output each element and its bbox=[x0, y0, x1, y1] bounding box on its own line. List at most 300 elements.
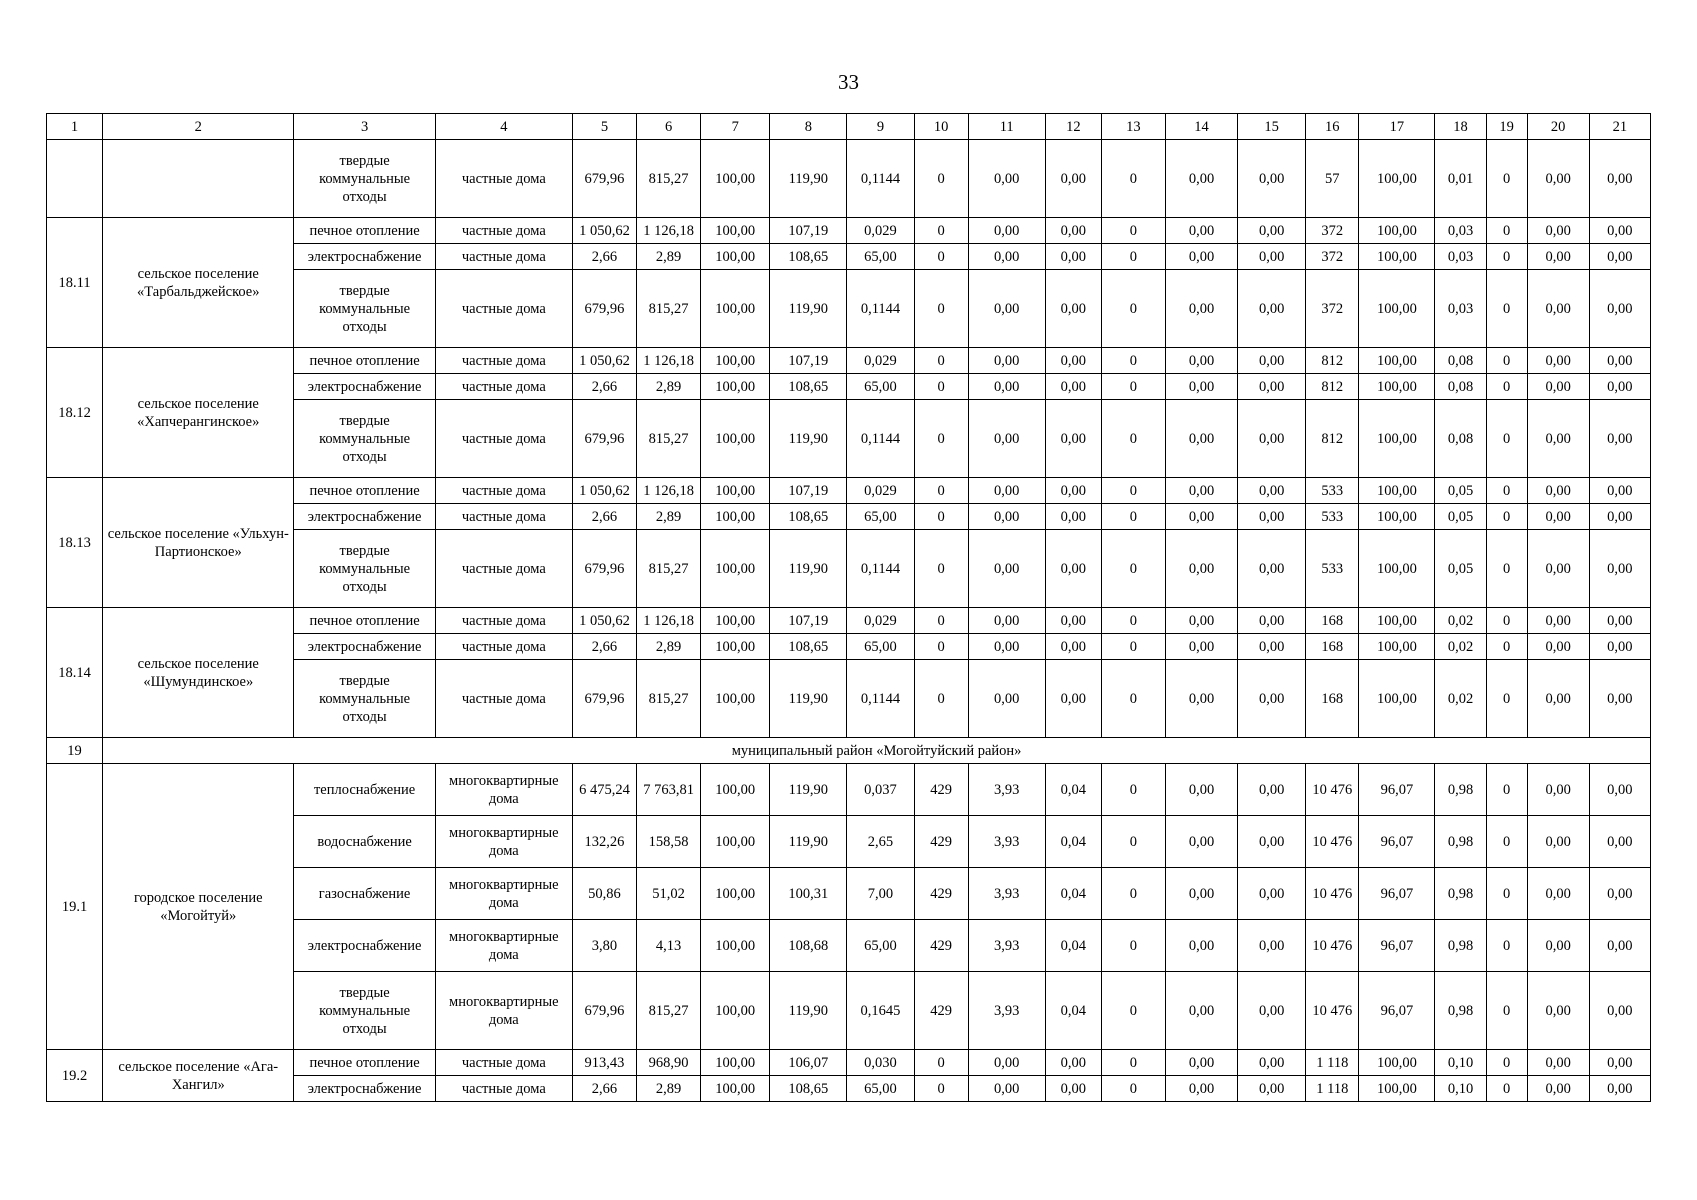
value-cell: 0,00 bbox=[968, 244, 1045, 270]
value-cell: 0 bbox=[914, 530, 968, 608]
value-cell: 533 bbox=[1306, 478, 1359, 504]
value-cell: 10 476 bbox=[1306, 764, 1359, 816]
value-cell: 100,00 bbox=[701, 1076, 770, 1102]
value-cell: 0,00 bbox=[1527, 764, 1589, 816]
value-cell: 168 bbox=[1306, 660, 1359, 738]
value-cell: 3,93 bbox=[968, 816, 1045, 868]
service-cell: твердые коммунальные отходы bbox=[294, 660, 435, 738]
value-cell: 0 bbox=[1101, 270, 1165, 348]
value-cell: 108,65 bbox=[770, 1076, 847, 1102]
value-cell: 0 bbox=[914, 244, 968, 270]
value-cell: 0,00 bbox=[1238, 1076, 1306, 1102]
value-cell: 100,00 bbox=[1359, 634, 1435, 660]
value-cell: 0,1144 bbox=[847, 270, 914, 348]
column-header: 21 bbox=[1589, 114, 1650, 140]
value-cell: 0,00 bbox=[1165, 972, 1237, 1050]
value-cell: 0 bbox=[914, 608, 968, 634]
value-cell: 2,66 bbox=[572, 244, 636, 270]
value-cell: 3,93 bbox=[968, 920, 1045, 972]
value-cell: 0,1144 bbox=[847, 140, 914, 218]
value-cell: 0,00 bbox=[1045, 1050, 1101, 1076]
value-cell: 100,00 bbox=[701, 244, 770, 270]
value-cell: 0,00 bbox=[1238, 270, 1306, 348]
value-cell: 0 bbox=[1101, 244, 1165, 270]
value-cell: 0,00 bbox=[1527, 348, 1589, 374]
value-cell: 100,00 bbox=[701, 920, 770, 972]
value-cell: 0 bbox=[1101, 1050, 1165, 1076]
value-cell: 3,93 bbox=[968, 764, 1045, 816]
value-cell: 10 476 bbox=[1306, 868, 1359, 920]
value-cell: 0 bbox=[1101, 920, 1165, 972]
value-cell: 119,90 bbox=[770, 530, 847, 608]
value-cell: 0,1144 bbox=[847, 400, 914, 478]
value-cell: 0,00 bbox=[1589, 634, 1650, 660]
table-row bbox=[47, 478, 1651, 504]
value-cell: 815,27 bbox=[637, 972, 701, 1050]
value-cell: 533 bbox=[1306, 530, 1359, 608]
value-cell: 0,1144 bbox=[847, 660, 914, 738]
value-cell: 108,65 bbox=[770, 244, 847, 270]
value-cell: 0,00 bbox=[1589, 478, 1650, 504]
value-cell: 0,05 bbox=[1435, 504, 1486, 530]
column-header: 12 bbox=[1045, 114, 1101, 140]
value-cell: 65,00 bbox=[847, 504, 914, 530]
row-id-cell: 19.1 bbox=[47, 764, 103, 1050]
value-cell: 96,07 bbox=[1359, 816, 1435, 868]
value-cell: 100,00 bbox=[1359, 244, 1435, 270]
value-cell: 3,80 bbox=[572, 920, 636, 972]
column-header: 9 bbox=[847, 114, 914, 140]
value-cell: 815,27 bbox=[637, 660, 701, 738]
value-cell: 100,00 bbox=[701, 1050, 770, 1076]
column-header: 4 bbox=[435, 114, 572, 140]
value-cell: 0,04 bbox=[1045, 868, 1101, 920]
value-cell: 0 bbox=[1101, 764, 1165, 816]
service-cell: электроснабжение bbox=[294, 374, 435, 400]
housing-type-cell: многоквартирные дома bbox=[435, 764, 572, 816]
value-cell: 0,00 bbox=[1527, 660, 1589, 738]
value-cell: 0,02 bbox=[1435, 608, 1486, 634]
value-cell: 0,10 bbox=[1435, 1076, 1486, 1102]
value-cell: 0,00 bbox=[1238, 478, 1306, 504]
value-cell: 0,00 bbox=[1527, 374, 1589, 400]
row-id-cell bbox=[47, 140, 103, 218]
value-cell: 429 bbox=[914, 816, 968, 868]
section-title: муниципальный район «Могойтуйский район» bbox=[103, 738, 1651, 764]
value-cell: 0,98 bbox=[1435, 972, 1486, 1050]
table-body bbox=[47, 114, 1651, 1102]
value-cell: 0,03 bbox=[1435, 244, 1486, 270]
value-cell: 119,90 bbox=[770, 400, 847, 478]
value-cell: 100,00 bbox=[1359, 1076, 1435, 1102]
value-cell: 0,00 bbox=[968, 504, 1045, 530]
value-cell: 108,65 bbox=[770, 374, 847, 400]
value-cell: 0,00 bbox=[1527, 972, 1589, 1050]
value-cell: 429 bbox=[914, 868, 968, 920]
value-cell: 0,00 bbox=[1165, 374, 1237, 400]
service-cell: твердые коммунальные отходы bbox=[294, 972, 435, 1050]
value-cell: 0,00 bbox=[1589, 764, 1650, 816]
value-cell: 168 bbox=[1306, 608, 1359, 634]
housing-type-cell: частные дома bbox=[435, 530, 572, 608]
value-cell: 100,00 bbox=[1359, 1050, 1435, 1076]
page-number: 33 bbox=[838, 70, 859, 94]
value-cell: 0,00 bbox=[1238, 816, 1306, 868]
housing-type-cell: многоквартирные дома bbox=[435, 816, 572, 868]
value-cell: 0 bbox=[914, 270, 968, 348]
value-cell: 0,00 bbox=[1165, 608, 1237, 634]
value-cell: 106,07 bbox=[770, 1050, 847, 1076]
value-cell: 0,030 bbox=[847, 1050, 914, 1076]
value-cell: 0,00 bbox=[1165, 1076, 1237, 1102]
value-cell: 815,27 bbox=[637, 140, 701, 218]
value-cell: 0,00 bbox=[1527, 868, 1589, 920]
value-cell: 913,43 bbox=[572, 1050, 636, 1076]
value-cell: 0 bbox=[1486, 660, 1527, 738]
service-cell: электроснабжение bbox=[294, 504, 435, 530]
value-cell: 0,00 bbox=[1045, 270, 1101, 348]
value-cell: 0,00 bbox=[1238, 504, 1306, 530]
value-cell: 0,00 bbox=[1589, 140, 1650, 218]
column-header: 2 bbox=[103, 114, 294, 140]
value-cell: 100,00 bbox=[701, 868, 770, 920]
column-header: 19 bbox=[1486, 114, 1527, 140]
value-cell: 0,00 bbox=[1165, 530, 1237, 608]
table-row bbox=[47, 140, 1651, 218]
value-cell: 815,27 bbox=[637, 400, 701, 478]
value-cell: 0,08 bbox=[1435, 374, 1486, 400]
value-cell: 2,89 bbox=[637, 244, 701, 270]
housing-type-cell: частные дома bbox=[435, 634, 572, 660]
value-cell: 0,05 bbox=[1435, 478, 1486, 504]
housing-type-cell: многоквартирные дома bbox=[435, 972, 572, 1050]
settlement-name-cell: городское поселение «Могойтуй» bbox=[103, 764, 294, 1050]
value-cell: 0,00 bbox=[1527, 140, 1589, 218]
value-cell: 100,00 bbox=[701, 816, 770, 868]
value-cell: 0 bbox=[914, 218, 968, 244]
value-cell: 0,00 bbox=[1527, 504, 1589, 530]
value-cell: 0,00 bbox=[1165, 270, 1237, 348]
value-cell: 0,04 bbox=[1045, 816, 1101, 868]
value-cell: 0,00 bbox=[1589, 816, 1650, 868]
table-row bbox=[47, 608, 1651, 634]
column-header: 7 bbox=[701, 114, 770, 140]
row-id-cell: 18.13 bbox=[47, 478, 103, 608]
value-cell: 1 118 bbox=[1306, 1050, 1359, 1076]
service-cell: твердые коммунальные отходы bbox=[294, 400, 435, 478]
value-cell: 2,89 bbox=[637, 504, 701, 530]
value-cell: 0,00 bbox=[1165, 140, 1237, 218]
value-cell: 0 bbox=[1101, 400, 1165, 478]
housing-type-cell: частные дома bbox=[435, 140, 572, 218]
value-cell: 679,96 bbox=[572, 400, 636, 478]
section-number: 19 bbox=[47, 738, 103, 764]
value-cell: 0,00 bbox=[1527, 816, 1589, 868]
value-cell: 100,00 bbox=[1359, 374, 1435, 400]
value-cell: 0 bbox=[1486, 868, 1527, 920]
value-cell: 0,029 bbox=[847, 478, 914, 504]
value-cell: 0,00 bbox=[1165, 764, 1237, 816]
value-cell: 0,03 bbox=[1435, 218, 1486, 244]
value-cell: 0,00 bbox=[1165, 218, 1237, 244]
value-cell: 0 bbox=[1101, 972, 1165, 1050]
value-cell: 0,00 bbox=[1165, 660, 1237, 738]
value-cell: 100,00 bbox=[701, 374, 770, 400]
value-cell: 100,00 bbox=[701, 504, 770, 530]
value-cell: 10 476 bbox=[1306, 920, 1359, 972]
settlement-name-cell: сельское поселение «Хапчерангинское» bbox=[103, 348, 294, 478]
service-cell: электроснабжение bbox=[294, 1076, 435, 1102]
value-cell: 0,98 bbox=[1435, 920, 1486, 972]
value-cell: 0,00 bbox=[1589, 1050, 1650, 1076]
value-cell: 0,02 bbox=[1435, 634, 1486, 660]
value-cell: 0,05 bbox=[1435, 530, 1486, 608]
value-cell: 2,89 bbox=[637, 374, 701, 400]
value-cell: 132,26 bbox=[572, 816, 636, 868]
value-cell: 0,00 bbox=[1165, 920, 1237, 972]
value-cell: 679,96 bbox=[572, 972, 636, 1050]
value-cell: 0,1645 bbox=[847, 972, 914, 1050]
value-cell: 0 bbox=[1486, 530, 1527, 608]
value-cell: 0 bbox=[1486, 374, 1527, 400]
value-cell: 815,27 bbox=[637, 270, 701, 348]
value-cell: 0,00 bbox=[1165, 400, 1237, 478]
column-header: 11 bbox=[968, 114, 1045, 140]
value-cell: 679,96 bbox=[572, 140, 636, 218]
value-cell: 100,00 bbox=[701, 530, 770, 608]
value-cell: 51,02 bbox=[637, 868, 701, 920]
value-cell: 0,00 bbox=[968, 660, 1045, 738]
value-cell: 3,93 bbox=[968, 972, 1045, 1050]
value-cell: 100,00 bbox=[701, 348, 770, 374]
value-cell: 0 bbox=[1101, 374, 1165, 400]
value-cell: 0 bbox=[1486, 270, 1527, 348]
value-cell: 372 bbox=[1306, 244, 1359, 270]
housing-type-cell: частные дома bbox=[435, 218, 572, 244]
value-cell: 0,00 bbox=[1527, 1050, 1589, 1076]
value-cell: 0,10 bbox=[1435, 1050, 1486, 1076]
section-row bbox=[47, 738, 1651, 764]
value-cell: 0,04 bbox=[1045, 920, 1101, 972]
value-cell: 0,00 bbox=[1045, 504, 1101, 530]
value-cell: 679,96 bbox=[572, 660, 636, 738]
value-cell: 0 bbox=[1486, 348, 1527, 374]
value-cell: 0,00 bbox=[1045, 608, 1101, 634]
value-cell: 0,00 bbox=[1238, 868, 1306, 920]
value-cell: 0 bbox=[1486, 634, 1527, 660]
value-cell: 50,86 bbox=[572, 868, 636, 920]
value-cell: 96,07 bbox=[1359, 868, 1435, 920]
value-cell: 107,19 bbox=[770, 608, 847, 634]
settlement-name-cell: сельское поселение «Ага-Хангил» bbox=[103, 1050, 294, 1102]
value-cell: 4,13 bbox=[637, 920, 701, 972]
value-cell: 6 475,24 bbox=[572, 764, 636, 816]
value-cell: 0 bbox=[1486, 1050, 1527, 1076]
value-cell: 100,00 bbox=[701, 608, 770, 634]
value-cell: 0 bbox=[914, 634, 968, 660]
value-cell: 2,89 bbox=[637, 634, 701, 660]
value-cell: 0,08 bbox=[1435, 400, 1486, 478]
column-header: 16 bbox=[1306, 114, 1359, 140]
value-cell: 100,00 bbox=[701, 478, 770, 504]
settlement-name-cell: сельское поселение «Тарбальджейское» bbox=[103, 218, 294, 348]
value-cell: 2,66 bbox=[572, 374, 636, 400]
housing-type-cell: частные дома bbox=[435, 660, 572, 738]
value-cell: 0 bbox=[1101, 478, 1165, 504]
value-cell: 100,00 bbox=[1359, 400, 1435, 478]
row-id-cell: 19.2 bbox=[47, 1050, 103, 1102]
value-cell: 0 bbox=[914, 140, 968, 218]
value-cell: 0 bbox=[1101, 660, 1165, 738]
value-cell: 0,00 bbox=[1238, 608, 1306, 634]
value-cell: 0 bbox=[1101, 634, 1165, 660]
value-cell: 815,27 bbox=[637, 530, 701, 608]
value-cell: 0,00 bbox=[1527, 1076, 1589, 1102]
settlement-name-cell: сельское поселение «Ульхун-Партионское» bbox=[103, 478, 294, 608]
value-cell: 0 bbox=[1486, 478, 1527, 504]
value-cell: 0,037 bbox=[847, 764, 914, 816]
value-cell: 0,00 bbox=[1045, 660, 1101, 738]
value-cell: 100,00 bbox=[701, 218, 770, 244]
value-cell: 0,00 bbox=[1238, 218, 1306, 244]
value-cell: 96,07 bbox=[1359, 920, 1435, 972]
value-cell: 0,00 bbox=[1045, 374, 1101, 400]
value-cell: 0,00 bbox=[1527, 244, 1589, 270]
value-cell: 0,029 bbox=[847, 218, 914, 244]
value-cell: 0 bbox=[914, 348, 968, 374]
value-cell: 65,00 bbox=[847, 1076, 914, 1102]
value-cell: 0,00 bbox=[1589, 400, 1650, 478]
column-header: 6 bbox=[637, 114, 701, 140]
value-cell: 1 126,18 bbox=[637, 348, 701, 374]
value-cell: 679,96 bbox=[572, 530, 636, 608]
column-header: 20 bbox=[1527, 114, 1589, 140]
service-cell: теплоснабжение bbox=[294, 764, 435, 816]
value-cell: 0,00 bbox=[1527, 218, 1589, 244]
housing-type-cell: многоквартирные дома bbox=[435, 868, 572, 920]
value-cell: 679,96 bbox=[572, 270, 636, 348]
value-cell: 0,98 bbox=[1435, 868, 1486, 920]
value-cell: 7,00 bbox=[847, 868, 914, 920]
value-cell: 0,00 bbox=[1045, 478, 1101, 504]
value-cell: 0,00 bbox=[1589, 660, 1650, 738]
value-cell: 0,00 bbox=[1589, 972, 1650, 1050]
value-cell: 0,00 bbox=[1589, 218, 1650, 244]
table-row bbox=[47, 1050, 1651, 1076]
service-cell: электроснабжение bbox=[294, 634, 435, 660]
value-cell: 0 bbox=[1101, 348, 1165, 374]
value-cell: 0,00 bbox=[968, 530, 1045, 608]
value-cell: 0,00 bbox=[1045, 140, 1101, 218]
value-cell: 0,00 bbox=[1589, 530, 1650, 608]
value-cell: 0,00 bbox=[968, 608, 1045, 634]
value-cell: 119,90 bbox=[770, 972, 847, 1050]
value-cell: 1 126,18 bbox=[637, 218, 701, 244]
value-cell: 0 bbox=[914, 400, 968, 478]
value-cell: 0,00 bbox=[968, 348, 1045, 374]
value-cell: 0,00 bbox=[1238, 634, 1306, 660]
value-cell: 0,00 bbox=[1238, 400, 1306, 478]
value-cell: 0,00 bbox=[968, 270, 1045, 348]
value-cell: 0 bbox=[914, 1050, 968, 1076]
value-cell: 0,00 bbox=[1238, 920, 1306, 972]
housing-type-cell: многоквартирные дома bbox=[435, 920, 572, 972]
settlement-name-cell bbox=[103, 140, 294, 218]
value-cell: 0,01 bbox=[1435, 140, 1486, 218]
value-cell: 0,00 bbox=[968, 1076, 1045, 1102]
housing-type-cell: частные дома bbox=[435, 400, 572, 478]
value-cell: 0,00 bbox=[1165, 478, 1237, 504]
value-cell: 0 bbox=[1486, 1076, 1527, 1102]
value-cell: 100,00 bbox=[1359, 140, 1435, 218]
column-header: 13 bbox=[1101, 114, 1165, 140]
value-cell: 0 bbox=[1486, 972, 1527, 1050]
value-cell: 0,00 bbox=[1589, 608, 1650, 634]
data-table bbox=[46, 113, 1651, 1102]
value-cell: 0,00 bbox=[1527, 478, 1589, 504]
column-header: 15 bbox=[1238, 114, 1306, 140]
service-cell: твердые коммунальные отходы bbox=[294, 530, 435, 608]
housing-type-cell: частные дома bbox=[435, 478, 572, 504]
value-cell: 0 bbox=[1101, 816, 1165, 868]
column-header: 18 bbox=[1435, 114, 1486, 140]
value-cell: 0 bbox=[1486, 218, 1527, 244]
value-cell: 0,00 bbox=[1527, 400, 1589, 478]
value-cell: 107,19 bbox=[770, 218, 847, 244]
value-cell: 0,00 bbox=[1045, 218, 1101, 244]
value-cell: 0 bbox=[914, 504, 968, 530]
service-cell: печное отопление bbox=[294, 478, 435, 504]
value-cell: 0,00 bbox=[1165, 348, 1237, 374]
value-cell: 1 126,18 bbox=[637, 478, 701, 504]
value-cell: 100,00 bbox=[1359, 660, 1435, 738]
value-cell: 119,90 bbox=[770, 270, 847, 348]
column-header: 8 bbox=[770, 114, 847, 140]
value-cell: 0 bbox=[914, 478, 968, 504]
value-cell: 0 bbox=[1486, 504, 1527, 530]
value-cell: 812 bbox=[1306, 348, 1359, 374]
value-cell: 0 bbox=[914, 374, 968, 400]
value-cell: 0,00 bbox=[968, 218, 1045, 244]
value-cell: 100,00 bbox=[701, 634, 770, 660]
housing-type-cell: частные дома bbox=[435, 244, 572, 270]
column-header: 10 bbox=[914, 114, 968, 140]
value-cell: 100,00 bbox=[1359, 270, 1435, 348]
value-cell: 0,02 bbox=[1435, 660, 1486, 738]
value-cell: 100,00 bbox=[1359, 348, 1435, 374]
value-cell: 108,65 bbox=[770, 634, 847, 660]
value-cell: 0,00 bbox=[1238, 764, 1306, 816]
value-cell: 2,66 bbox=[572, 634, 636, 660]
value-cell: 0 bbox=[1486, 140, 1527, 218]
value-cell: 0,98 bbox=[1435, 764, 1486, 816]
value-cell: 0,00 bbox=[1527, 530, 1589, 608]
value-cell: 0,00 bbox=[1238, 140, 1306, 218]
service-cell: электроснабжение bbox=[294, 244, 435, 270]
value-cell: 0,00 bbox=[1589, 868, 1650, 920]
value-cell: 107,19 bbox=[770, 478, 847, 504]
service-cell: твердые коммунальные отходы bbox=[294, 270, 435, 348]
service-cell: печное отопление bbox=[294, 348, 435, 374]
value-cell: 100,00 bbox=[701, 764, 770, 816]
value-cell: 372 bbox=[1306, 218, 1359, 244]
value-cell: 0,00 bbox=[1045, 348, 1101, 374]
value-cell: 0,00 bbox=[1045, 1076, 1101, 1102]
service-cell: водоснабжение bbox=[294, 816, 435, 868]
value-cell: 0,00 bbox=[1238, 530, 1306, 608]
value-cell: 0,00 bbox=[1238, 972, 1306, 1050]
value-cell: 0,00 bbox=[968, 478, 1045, 504]
